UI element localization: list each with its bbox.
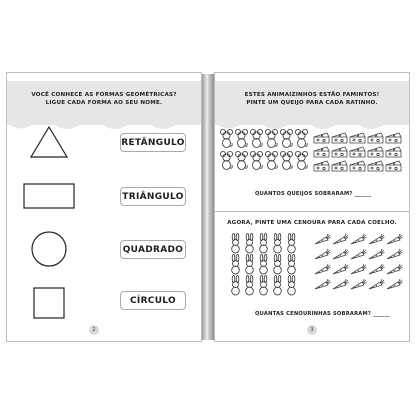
carrot-icon <box>349 233 367 248</box>
cheese-icon <box>349 131 367 145</box>
cheese-icon <box>349 159 367 173</box>
carrot-icon <box>313 263 331 278</box>
carrot-icon <box>367 248 385 263</box>
cheese-grid <box>313 131 403 173</box>
carrot-icon <box>331 263 349 278</box>
cheese-icon <box>385 145 403 159</box>
rabbit-icon <box>243 233 257 254</box>
carrot-icon <box>385 263 403 278</box>
carrot-grid <box>313 233 403 293</box>
mouse-icon <box>219 150 234 172</box>
left-page <box>6 72 202 342</box>
instruction-carrots: AGORA, PINTE UMA CENOURA PARA CADA COELHO. <box>227 220 397 226</box>
cheese-icon <box>349 145 367 159</box>
instruction-line-1: ESTES ANIMAIZINHOS ESTÃO FAMINTOS! <box>244 92 380 98</box>
carrot-icon <box>385 278 403 293</box>
cheese-icon <box>331 159 349 173</box>
cheese-icon <box>385 131 403 145</box>
question-cheeses: QUANTOS QUEIJOS SOBRARAM? ______ <box>255 191 372 197</box>
book-spine <box>202 74 214 340</box>
mouse-icon <box>249 128 264 150</box>
section-divider <box>215 211 409 212</box>
mouse-icon <box>279 128 294 150</box>
carrot-icon <box>367 278 385 293</box>
page-number: 3 <box>307 325 317 335</box>
carrot-icon <box>349 248 367 263</box>
cheese-icon <box>313 145 331 159</box>
rabbit-icon <box>285 233 299 254</box>
instruction-line-1: VOCÊ CONHECE AS FORMAS GEOMÉTRICAS? <box>31 92 177 98</box>
mouse-icon <box>249 150 264 172</box>
name-box-quadrado: QUADRADO <box>120 240 186 259</box>
carrot-icon <box>313 278 331 293</box>
mouse-icon <box>234 150 249 172</box>
mouse-icon <box>264 150 279 172</box>
cheese-icon <box>331 131 349 145</box>
instruction-line-2: LIGUE CADA FORMA AO SEU NOME. <box>45 100 163 106</box>
cheese-icon <box>367 145 385 159</box>
right-page <box>214 72 410 342</box>
carrot-icon <box>349 263 367 278</box>
carrot-icon <box>331 278 349 293</box>
carrot-icon <box>367 263 385 278</box>
question-carrots: QUANTAS CENOURINHAS SOBRARAM? ______ <box>255 311 390 317</box>
rabbit-icon <box>243 254 257 275</box>
rabbit-icon <box>257 233 271 254</box>
name-box-retangulo: RETÂNGULO <box>120 133 186 152</box>
rectangle-icon <box>23 183 75 209</box>
instruction-line-2: PINTE UM QUEIJO PARA CADA RATINHO. <box>246 100 378 106</box>
name-box-triangulo: TRIÂNGULO <box>120 187 186 206</box>
rabbit-icon <box>229 275 243 296</box>
square-icon <box>33 287 65 319</box>
mouse-icon <box>264 128 279 150</box>
carrot-icon <box>331 248 349 263</box>
cheese-icon <box>367 159 385 173</box>
rabbit-icon <box>285 254 299 275</box>
mouse-icon <box>294 128 309 150</box>
carrot-icon <box>349 278 367 293</box>
carrot-icon <box>313 248 331 263</box>
cheese-icon <box>313 159 331 173</box>
page-number: 2 <box>89 325 99 335</box>
cheese-icon <box>331 145 349 159</box>
rabbit-icon <box>271 254 285 275</box>
carrot-icon <box>367 233 385 248</box>
mouse-icon <box>294 150 309 172</box>
triangle-icon <box>29 125 69 159</box>
carrot-icon <box>385 233 403 248</box>
rabbit-icon <box>271 275 285 296</box>
cheese-icon <box>313 131 331 145</box>
mouse-icon <box>234 128 249 150</box>
cheese-icon <box>385 159 403 173</box>
mice-grid <box>219 128 309 172</box>
name-box-circulo: CÍRCULO <box>120 291 186 310</box>
rabbit-icon <box>285 275 299 296</box>
mouse-icon <box>219 128 234 150</box>
rabbit-icon <box>229 233 243 254</box>
carrot-icon <box>385 248 403 263</box>
rabbit-icon <box>271 233 285 254</box>
cheese-icon <box>367 131 385 145</box>
rabbit-grid <box>229 233 299 296</box>
rabbit-icon <box>243 275 257 296</box>
carrot-icon <box>331 233 349 248</box>
rabbit-icon <box>229 254 243 275</box>
mouse-icon <box>279 150 294 172</box>
carrot-icon <box>313 233 331 248</box>
circle-icon <box>31 231 67 267</box>
rabbit-icon <box>257 275 271 296</box>
rabbit-icon <box>257 254 271 275</box>
